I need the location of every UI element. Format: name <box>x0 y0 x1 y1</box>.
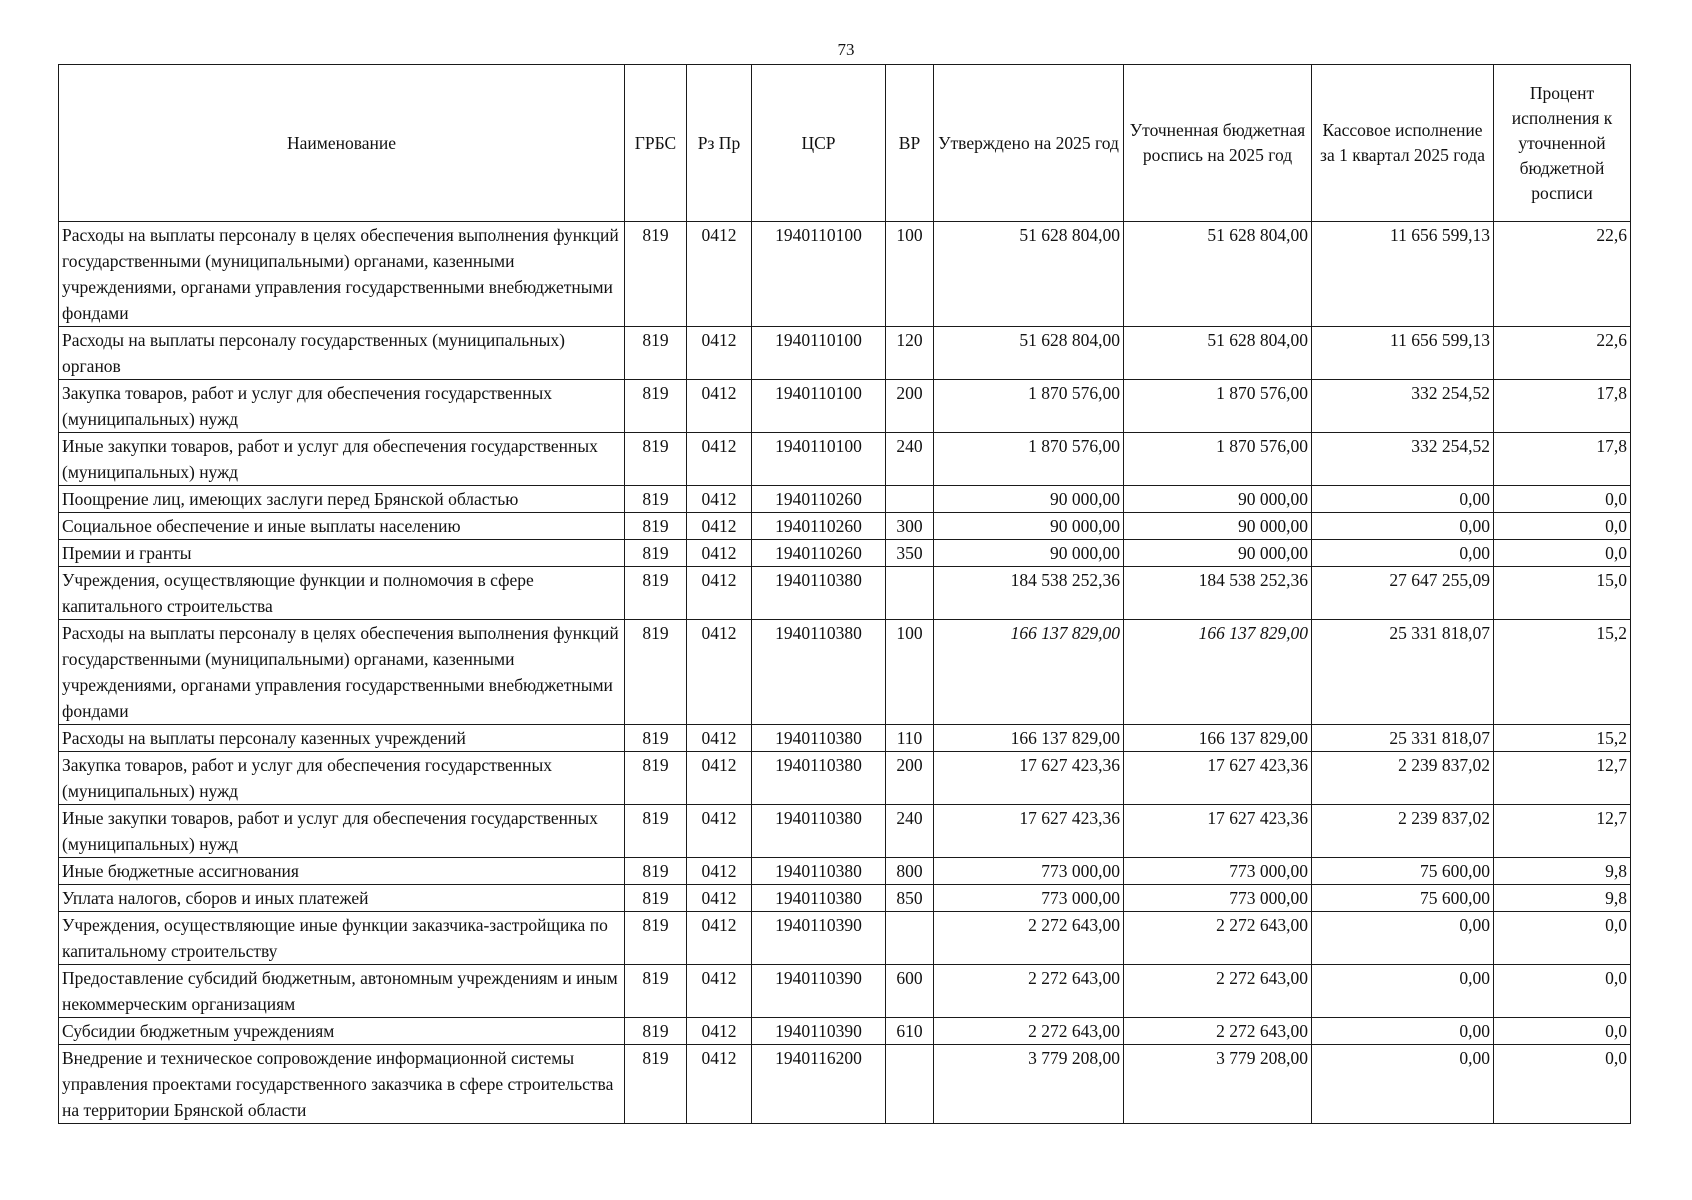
row-approved: 773 000,00 <box>934 858 1124 885</box>
row-name: Расходы на выплаты персоналу государственных (муниципальных) органов <box>59 327 625 380</box>
row-refined: 90 000,00 <box>1124 513 1312 540</box>
row-refined: 2 272 643,00 <box>1124 1018 1312 1045</box>
row-rzpr: 0412 <box>687 327 752 380</box>
row-csr: 1940110380 <box>752 567 886 620</box>
row-rzpr: 0412 <box>687 540 752 567</box>
table-row <box>59 885 1631 912</box>
table-row <box>59 540 1631 567</box>
row-name: Иные бюджетные ассигнования <box>59 858 625 885</box>
row-vr: 100 <box>886 620 934 725</box>
row-name: Внедрение и техническое сопровождение информационной системы управления проектами государственного заказчика в сфере строительства на территории Брянской области <box>59 1045 625 1124</box>
row-grbs: 819 <box>625 540 687 567</box>
row-refined: 17 627 423,36 <box>1124 805 1312 858</box>
row-percent: 0,0 <box>1494 1045 1631 1124</box>
row-vr: 240 <box>886 805 934 858</box>
header-approved: Утверждено на 2025 год <box>934 65 1124 222</box>
row-vr: 110 <box>886 725 934 752</box>
header-vr: ВР <box>886 65 934 222</box>
row-rzpr: 0412 <box>687 752 752 805</box>
row-refined: 773 000,00 <box>1124 885 1312 912</box>
row-refined: 1 870 576,00 <box>1124 433 1312 486</box>
row-rzpr: 0412 <box>687 858 752 885</box>
row-csr: 1940110380 <box>752 858 886 885</box>
row-name: Предоставление субсидий бюджетным, автономным учреждениям и иным некоммерческим организациям <box>59 965 625 1018</box>
row-refined: 1 870 576,00 <box>1124 380 1312 433</box>
row-percent: 22,6 <box>1494 327 1631 380</box>
row-csr: 1940110100 <box>752 327 886 380</box>
row-cash: 75 600,00 <box>1312 885 1494 912</box>
row-approved: 184 538 252,36 <box>934 567 1124 620</box>
row-csr: 1940110260 <box>752 513 886 540</box>
table-row <box>59 965 1631 1018</box>
row-csr: 1940110380 <box>752 620 886 725</box>
row-grbs: 819 <box>625 965 687 1018</box>
row-grbs: 819 <box>625 513 687 540</box>
row-cash: 2 239 837,02 <box>1312 805 1494 858</box>
row-percent: 0,0 <box>1494 1018 1631 1045</box>
row-cash: 25 331 818,07 <box>1312 725 1494 752</box>
row-grbs: 819 <box>625 885 687 912</box>
table-row <box>59 752 1631 805</box>
row-rzpr: 0412 <box>687 513 752 540</box>
row-rzpr: 0412 <box>687 433 752 486</box>
row-grbs: 819 <box>625 380 687 433</box>
row-approved: 2 272 643,00 <box>934 1018 1124 1045</box>
row-approved: 90 000,00 <box>934 540 1124 567</box>
row-vr: 240 <box>886 433 934 486</box>
row-csr: 1940110390 <box>752 912 886 965</box>
page-number: 73 <box>837 40 855 59</box>
header-cash: Кассовое исполнение за 1 квартал 2025 года <box>1312 65 1494 222</box>
row-grbs: 819 <box>625 1018 687 1045</box>
row-name: Премии и гранты <box>59 540 625 567</box>
row-csr: 1940110100 <box>752 222 886 327</box>
row-grbs: 819 <box>625 327 687 380</box>
row-csr: 1940110380 <box>752 805 886 858</box>
row-refined: 3 779 208,00 <box>1124 1045 1312 1124</box>
header-csr: ЦСР <box>752 65 886 222</box>
table-row <box>59 1045 1631 1124</box>
row-name: Закупка товаров, работ и услуг для обеспечения государственных (муниципальных) нужд <box>59 752 625 805</box>
row-name: Расходы на выплаты персоналу казенных учреждений <box>59 725 625 752</box>
row-rzpr: 0412 <box>687 380 752 433</box>
table-row <box>59 912 1631 965</box>
row-name: Учреждения, осуществляющие иные функции заказчика-застройщика по капитальному строительству <box>59 912 625 965</box>
row-approved: 166 137 829,00 <box>934 620 1124 725</box>
row-grbs: 819 <box>625 620 687 725</box>
table-row <box>59 620 1631 725</box>
row-name: Поощрение лиц, имеющих заслуги перед Брянской областью <box>59 486 625 513</box>
row-csr: 1940110260 <box>752 486 886 513</box>
header-rzpr: Рз Пр <box>687 65 752 222</box>
row-grbs: 819 <box>625 858 687 885</box>
row-rzpr: 0412 <box>687 620 752 725</box>
row-refined: 90 000,00 <box>1124 540 1312 567</box>
row-grbs: 819 <box>625 1045 687 1124</box>
row-rzpr: 0412 <box>687 725 752 752</box>
header-percent: Процент исполнения к уточненной бюджетной росписи <box>1494 65 1631 222</box>
row-approved: 90 000,00 <box>934 486 1124 513</box>
row-refined: 17 627 423,36 <box>1124 752 1312 805</box>
row-csr: 1940110100 <box>752 380 886 433</box>
row-cash: 0,00 <box>1312 513 1494 540</box>
row-cash: 2 239 837,02 <box>1312 752 1494 805</box>
row-approved: 3 779 208,00 <box>934 1045 1124 1124</box>
row-cash: 25 331 818,07 <box>1312 620 1494 725</box>
row-rzpr: 0412 <box>687 805 752 858</box>
row-cash: 0,00 <box>1312 912 1494 965</box>
row-grbs: 819 <box>625 222 687 327</box>
row-approved: 51 628 804,00 <box>934 327 1124 380</box>
table-row <box>59 725 1631 752</box>
row-cash: 0,00 <box>1312 486 1494 513</box>
row-refined: 2 272 643,00 <box>1124 965 1312 1018</box>
row-approved: 773 000,00 <box>934 885 1124 912</box>
row-vr: 200 <box>886 752 934 805</box>
row-name: Расходы на выплаты персоналу в целях обеспечения выполнения функций государственными (муниципальными) органами, казенными учреждениями, органами управления государственными внебюджетными фондами <box>59 620 625 725</box>
row-rzpr: 0412 <box>687 1045 752 1124</box>
row-percent: 12,7 <box>1494 805 1631 858</box>
row-approved: 51 628 804,00 <box>934 222 1124 327</box>
row-refined: 51 628 804,00 <box>1124 327 1312 380</box>
row-name: Субсидии бюджетным учреждениям <box>59 1018 625 1045</box>
row-name: Расходы на выплаты персоналу в целях обеспечения выполнения функций государственными (муниципальными) органами, казенными учреждениями, органами управления государственными внебюджетными фондами <box>59 222 625 327</box>
row-grbs: 819 <box>625 725 687 752</box>
row-name: Иные закупки товаров, работ и услуг для обеспечения государственных (муниципальных) нужд <box>59 805 625 858</box>
row-percent: 15,2 <box>1494 725 1631 752</box>
row-vr: 300 <box>886 513 934 540</box>
table-row <box>59 567 1631 620</box>
row-csr: 1940116200 <box>752 1045 886 1124</box>
row-approved: 1 870 576,00 <box>934 380 1124 433</box>
table-row <box>59 805 1631 858</box>
row-grbs: 819 <box>625 486 687 513</box>
row-percent: 9,8 <box>1494 858 1631 885</box>
row-vr: 200 <box>886 380 934 433</box>
row-grbs: 819 <box>625 433 687 486</box>
row-cash: 0,00 <box>1312 1045 1494 1124</box>
row-vr <box>886 912 934 965</box>
row-csr: 1940110390 <box>752 1018 886 1045</box>
row-rzpr: 0412 <box>687 965 752 1018</box>
row-rzpr: 0412 <box>687 222 752 327</box>
row-refined: 166 137 829,00 <box>1124 725 1312 752</box>
row-percent: 0,0 <box>1494 965 1631 1018</box>
row-grbs: 819 <box>625 567 687 620</box>
row-percent: 22,6 <box>1494 222 1631 327</box>
row-vr: 610 <box>886 1018 934 1045</box>
row-cash: 0,00 <box>1312 1018 1494 1045</box>
table-row <box>59 858 1631 885</box>
row-cash: 75 600,00 <box>1312 858 1494 885</box>
row-cash: 332 254,52 <box>1312 380 1494 433</box>
row-refined: 773 000,00 <box>1124 858 1312 885</box>
row-approved: 17 627 423,36 <box>934 752 1124 805</box>
row-name: Социальное обеспечение и иные выплаты населению <box>59 513 625 540</box>
table-row <box>59 486 1631 513</box>
row-vr <box>886 567 934 620</box>
row-approved: 90 000,00 <box>934 513 1124 540</box>
row-csr: 1940110390 <box>752 965 886 1018</box>
row-refined: 51 628 804,00 <box>1124 222 1312 327</box>
row-vr: 120 <box>886 327 934 380</box>
row-vr: 350 <box>886 540 934 567</box>
row-csr: 1940110380 <box>752 725 886 752</box>
row-vr: 100 <box>886 222 934 327</box>
table-row <box>59 380 1631 433</box>
row-percent: 15,2 <box>1494 620 1631 725</box>
row-cash: 332 254,52 <box>1312 433 1494 486</box>
row-name: Учреждения, осуществляющие функции и полномочия в сфере капитального строительства <box>59 567 625 620</box>
row-percent: 12,7 <box>1494 752 1631 805</box>
row-vr: 850 <box>886 885 934 912</box>
header-name: Наименование <box>59 65 625 222</box>
row-percent: 0,0 <box>1494 540 1631 567</box>
row-percent: 17,8 <box>1494 433 1631 486</box>
row-percent: 9,8 <box>1494 885 1631 912</box>
table-row <box>59 433 1631 486</box>
row-cash: 11 656 599,13 <box>1312 222 1494 327</box>
row-refined: 90 000,00 <box>1124 486 1312 513</box>
row-percent: 0,0 <box>1494 513 1631 540</box>
table-row <box>59 1018 1631 1045</box>
row-csr: 1940110380 <box>752 752 886 805</box>
row-approved: 17 627 423,36 <box>934 805 1124 858</box>
table-row <box>59 327 1631 380</box>
budget-table <box>58 64 1631 1124</box>
row-vr: 800 <box>886 858 934 885</box>
table-row <box>59 222 1631 327</box>
row-percent: 0,0 <box>1494 486 1631 513</box>
row-csr: 1940110260 <box>752 540 886 567</box>
row-grbs: 819 <box>625 912 687 965</box>
row-grbs: 819 <box>625 752 687 805</box>
row-refined: 166 137 829,00 <box>1124 620 1312 725</box>
row-vr <box>886 1045 934 1124</box>
row-percent: 17,8 <box>1494 380 1631 433</box>
row-percent: 15,0 <box>1494 567 1631 620</box>
table-row <box>59 513 1631 540</box>
row-refined: 184 538 252,36 <box>1124 567 1312 620</box>
row-vr <box>886 486 934 513</box>
row-csr: 1940110100 <box>752 433 886 486</box>
row-approved: 2 272 643,00 <box>934 912 1124 965</box>
row-csr: 1940110380 <box>752 885 886 912</box>
header-grbs: ГРБС <box>625 65 687 222</box>
row-cash: 0,00 <box>1312 540 1494 567</box>
row-refined: 2 272 643,00 <box>1124 912 1312 965</box>
row-vr: 600 <box>886 965 934 1018</box>
row-rzpr: 0412 <box>687 885 752 912</box>
row-cash: 11 656 599,13 <box>1312 327 1494 380</box>
row-cash: 0,00 <box>1312 965 1494 1018</box>
row-rzpr: 0412 <box>687 567 752 620</box>
row-rzpr: 0412 <box>687 1018 752 1045</box>
header-row <box>59 65 1631 222</box>
row-name: Иные закупки товаров, работ и услуг для обеспечения государственных (муниципальных) нужд <box>59 433 625 486</box>
row-approved: 1 870 576,00 <box>934 433 1124 486</box>
row-grbs: 819 <box>625 805 687 858</box>
row-approved: 2 272 643,00 <box>934 965 1124 1018</box>
row-approved: 166 137 829,00 <box>934 725 1124 752</box>
header-refined: Уточненная бюджетная роспись на 2025 год <box>1124 65 1312 222</box>
row-rzpr: 0412 <box>687 486 752 513</box>
row-name: Уплата налогов, сборов и иных платежей <box>59 885 625 912</box>
row-cash: 27 647 255,09 <box>1312 567 1494 620</box>
row-percent: 0,0 <box>1494 912 1631 965</box>
row-rzpr: 0412 <box>687 912 752 965</box>
row-name: Закупка товаров, работ и услуг для обеспечения государственных (муниципальных) нужд <box>59 380 625 433</box>
